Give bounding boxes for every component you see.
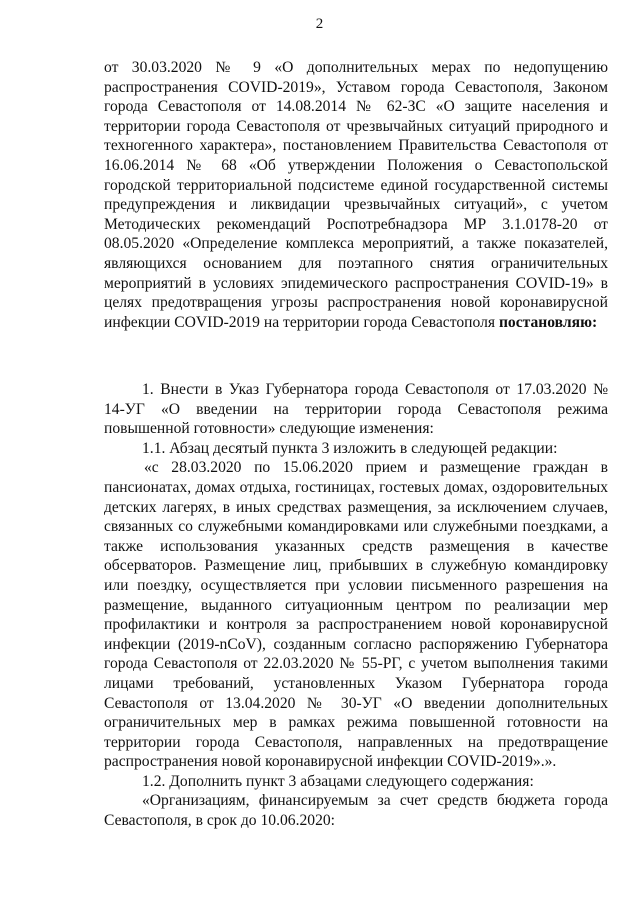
body-section (104, 380, 608, 831)
item-1-2: 1.2. Дополнить пункт 3 абзацами следующего содержания: (142, 772, 534, 790)
preamble-text: от 30.03.2020 № 9 «О дополнительных мерах по недопущению распространения COVID-2019», Уставом города Севастополя, Законом города Севастополя от 14.08.2014 № 62-ЗС «О защите населения и территории города Севастополя от чрезвычайных ситуаций природного и техногенного характера», постановлением Правительства Севастополя от 16.06.2014 № 68 «Об утверждении Положения о Севастопольской городской территориальной подсистеме единой государственной системы предупреждения и ликвидации чрезвычайных ситуаций», с учетом Методических рекомендаций Роспотребнадзора МР 3.1.0178-20 от 08.05.2020 «Определение комплекса мероприятий, а также показателей, являющихся основанием для поэтапного снятия ограничительных мероприятий в условиях эпидемического распространения COVID-19» в целях предотвращения угрозы распространения новой коронавирусной инфекции COVID-2019 на территории города Севастополя (104, 59, 608, 331)
item-1-1-quote: «с 28.03.2020 по 15.06.2020 прием и размещение граждан в пансионатах, домах отдыха, гостиницах, гостевых домах, оздоровительных детских лагерях, в иных средствах размещения, за исключением случаев, связанных со служебными командировками или служебными поездками, а также использования указанных средств размещения в качестве обсерваторов. Размещение лиц, прибывших в служебную командировку или поездку, осуществляется при условии письменного разрешения на размещение, выданного ситуационным центром по реализации мер профилактики и контроля за распространением новой коронавирусной инфекции (2019-nCoV), созданным согласно распоряжению Губернатора города Севастополя от 22.03.2020 № 55-РГ, с учетом выполнения такими лицами требований, установленных Указом Губернатора города Севастополя от 13.04.2020 № 30-УГ «О введении дополнительных ограничительных мер в рамках режима повышенной готовности на территории города Севастополя, направленных на предотвращение распространения новой коронавирусной инфекции COVID-2019».». (104, 459, 608, 771)
page-number: 2 (315, 16, 324, 32)
preamble-resolution: постановляю: (498, 313, 598, 331)
item-1: 1. Внести в Указ Губернатора города Севастополя от 17.03.2020 № 14-УГ «О введении на территории города Севастополя режима повышенной готовности» следующие изменения: (104, 381, 608, 438)
item-1-2-quote: «Организациям, финансируемым за счет средств бюджета города Севастополя, в срок до 10.06.2020: (104, 792, 608, 830)
item-1-1: 1.1. Абзац десятый пункта 3 изложить в следующей редакции: (142, 439, 558, 457)
preamble (104, 58, 608, 332)
preamble-paragraph (104, 58, 608, 332)
